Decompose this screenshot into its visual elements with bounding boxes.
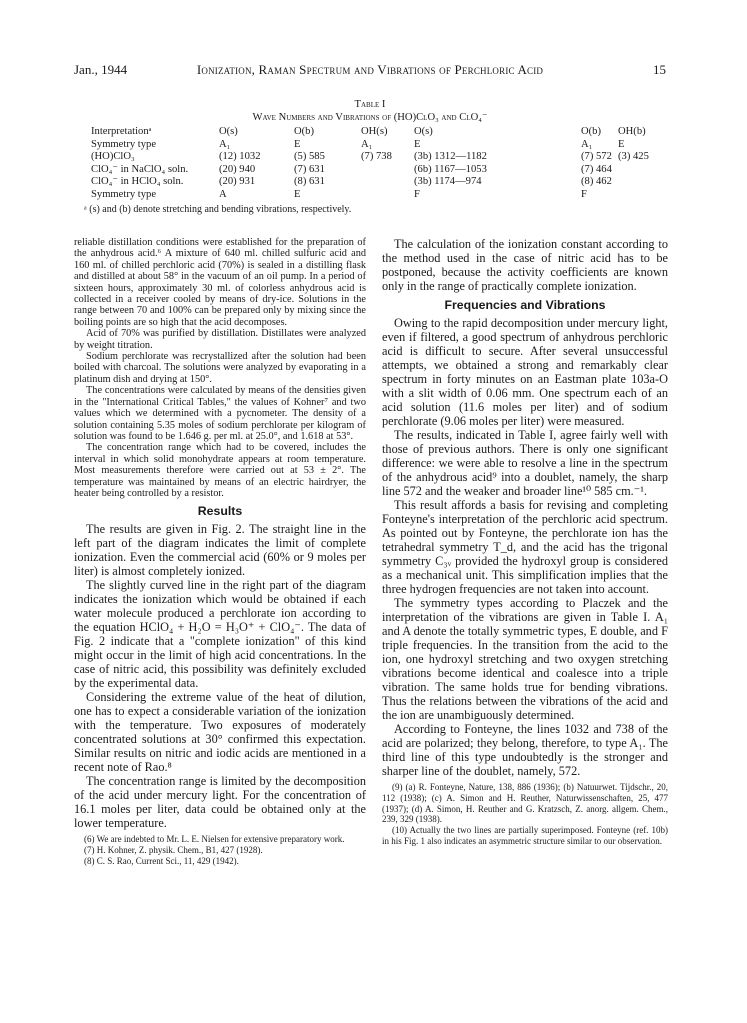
page-number: 15 <box>653 62 666 77</box>
table-cell: F <box>414 188 420 200</box>
table-1 <box>74 98 666 216</box>
row-label: Symmetry type <box>91 138 157 150</box>
table-cell: O(b) <box>581 126 602 137</box>
paragraph: reliable distillation conditions were established for the preparation of the anhydrous acid.⁶ A mixture of 640 ml. chilled sulfuric acid and 160 ml. of chilled perchloric acid (70%) is sealed in a distilling flask and distilled at about 58° in the vacuum of an oil pump. In a period of sixteen hours, approximately 30 ml. of colorless anhydrous acid is collected in a receiver cooled by means of dry-ice. Solutions in the range between 70 and 100% can be prepared only by mixing since the boiling points are so high that the acid decomposes. <box>74 237 366 328</box>
footnote: (10) Actually the two lines are partially superimposed. Fonteyne (ref. 10b) in his Fig. 1 also indicates an asymmetric structure similar to our observation. <box>382 825 668 846</box>
experimental-text <box>74 237 366 499</box>
footnote: (8) C. S. Rao, Current Sci., 11, 429 (1942). <box>84 855 239 866</box>
paragraph: This result affords a basis for revising and completing Fonteyne's interpretation of the perchloric acid spectrum. As pointed out by Fonteyne, the perchlorate ion has the tetrahedral symmetry T_d, and the acid has the trigonal symmetry C₃ᵥ provided the hydroxyl group is considered as a mechanical unit. This simplification implies that the three hydrogen frequencies are not taken into account. <box>382 497 668 596</box>
table-cell: (6b) 1167—1053 <box>414 163 487 175</box>
paragraph: The symmetry types according to Placzek and the interpretation of the vibrations are given in Table I. A₁ and A denote the totally symmetric types, E double, and F triple frequencies. In the transition from the acid to the ion, one hydroxyl stretching and two oxygen stretching vibrations become identical and coalesce into a triple vibration. The same holds true for bending vibrations. Thus the relations between the vibrations of the acid and the ion are unambiguously determined. <box>382 595 668 722</box>
paragraph: Considering the extreme value of the heat of dilution, one has to expect a considerable variation of the ionization with the temperature. Two exposures of moderately concentrated solutions at 30° confirmed this expectation. Similar results on nitric and iodic acids are mentioned in a recent note of Rao.⁸ <box>74 690 366 775</box>
table-cell: O(s) <box>414 126 433 137</box>
table-row <box>74 189 666 202</box>
table-cell: E <box>618 138 625 150</box>
table-cell: E <box>294 138 301 150</box>
table-cell: A <box>219 188 227 200</box>
paragraph: The calculation of the ionization constant according to the method used in the case of nitric acid has to be postponed, because the activity coefficients are known only in the range of practically complete ionization. <box>382 237 668 293</box>
table-cell: (3b) 1312—1182 <box>414 151 487 163</box>
left-column <box>74 237 366 867</box>
frequencies-text <box>382 316 668 778</box>
footnote: (6) We are indebted to Mr. L. E. Nielsen for extensive preparatory work. <box>84 834 345 845</box>
paragraph: The concentration range is limited by the decomposition of the acid under mercury light. For the concentration of 16.1 moles per liter, data could be obtained only at the lower temperature. <box>74 774 366 831</box>
results-text <box>74 522 366 830</box>
table-caption: Wave Numbers and Vibrations of (HO)ClO₃ and ClO₄⁻ <box>252 112 488 123</box>
footnote: (9) (a) R. Fonteyne, Nature, 138, 886 (1936); (b) Natuurwet. Tijdschr., 20, 112 (1938); (c) A. Simon and H. Reuther, Naturwissenschaften, 25, 477 (1937); (d) A. Simon, H. Reuther and G. Kratzsch, Z. anorg. allgem. Chem., 239, 329 (1938). <box>382 781 668 825</box>
table-cell <box>535 164 581 177</box>
table-cell <box>361 176 414 189</box>
table-cell: (7) 738 <box>361 151 392 163</box>
paragraph: The results, indicated in Table I, agree fairly well with those of previous authors. There is only one significant difference: we were able to resolve a line in the spectrum of the anhydrous acid⁹ into a doublet, namely, the sharp line 572 and the weaker and broader line¹⁰ 585 cm.⁻¹. <box>382 427 668 498</box>
footnotes-right <box>382 782 668 847</box>
footnote: (7) H. Kohner, Z. physik. Chem., B1, 427 (1928). <box>84 845 263 856</box>
table-cell: (3b) 1174—974 <box>414 176 482 188</box>
table-cell <box>361 189 414 202</box>
table-cell: (7) 631 <box>294 163 325 175</box>
table-cell <box>618 189 666 202</box>
paragraph: The concentrations were calculated by means of the densities given in the "International Critical Tables," the values of Kohner⁷ and two values which we determined with a pycnometer. The density of a solution containing 5.35 moles of sodium perchlorate per kilogram of solution was found to be 1.646 g. per ml. at 25.0°, and 1.618 at 53°. <box>74 385 366 442</box>
table-cell: A₁ <box>361 138 373 150</box>
table-cell <box>535 126 581 139</box>
table-cell: (12) 1032 <box>219 151 261 163</box>
table-cell <box>535 189 581 202</box>
table-cell <box>535 139 581 152</box>
table-cell: A₁ <box>219 138 231 150</box>
row-label: Symmetry type <box>91 188 157 200</box>
row-label: ClO₄⁻ in NaClO₄ soln. <box>91 163 189 175</box>
table-note: ᵃ (s) and (b) denote stretching and bending vibrations, respectively. <box>84 203 352 215</box>
table-cell: (3) 425 <box>618 151 649 163</box>
row-label: Interpretationᵃ <box>91 126 152 137</box>
table-row <box>74 151 666 164</box>
table-cell: E <box>414 138 421 150</box>
paragraph: According to Fonteyne, the lines 1032 and 738 of the acid are polarized; they belong, therefore, to type A₁. The third line of this type undoubtedly is the stronger and sharper line of the doublet, namely, 572. <box>382 721 668 778</box>
table-cell <box>535 176 581 189</box>
table-cell: (8) 462 <box>581 176 612 188</box>
table-row <box>74 126 666 139</box>
right-text <box>382 237 668 293</box>
table-cell: F <box>581 188 587 200</box>
paragraph: Sodium perchlorate was recrystallized after the solution had been boiled with charcoal. The solutions were analyzed by evaporating in a platinum dish and drying at 150°. <box>74 351 366 385</box>
table-cell: OH(s) <box>361 126 388 137</box>
table-cell <box>361 164 414 177</box>
issue-date: Jan., 1944 <box>74 62 128 77</box>
table-cell: E <box>294 188 301 200</box>
table-label: Table I <box>354 99 386 110</box>
running-title: Ionization, Raman Spectrum and Vibrations of Perchloric Acid <box>196 62 544 77</box>
running-header <box>74 62 666 80</box>
paragraph: Acid of 70% was purified by distillation. Distillates were analyzed by weight titration. <box>74 328 366 351</box>
vibration-table <box>74 126 666 202</box>
row-label: ClO₄⁻ in HClO₄ soln. <box>91 176 184 188</box>
table-cell: (7) 572 <box>581 151 612 163</box>
table-cell: OH(b) <box>618 126 646 137</box>
paragraph: The results are given in Fig. 2. The straight line in the left part of the diagram indicates the limit of complete ionization. Even the commercial acid (60% or 9 moles per liter) is almost completely ionized. <box>74 522 366 579</box>
right-column <box>382 237 668 847</box>
table-cell: (20) 931 <box>219 176 256 188</box>
table-cell: O(s) <box>219 126 238 137</box>
table-cell <box>535 151 581 164</box>
table-cell <box>618 164 666 177</box>
table-cell <box>618 176 666 189</box>
paragraph: Owing to the rapid decomposition under mercury light, even if filtered, a good spectrum of anhydrous perchloric acid is difficult to secure. After several unsuccessful attempts, we obtained a strong and remarkably clear spectrum in forty minutes on an Eastman plate 103a-O with a slit width of 0.06 mm. One spectrum each of an acid solution (11.6 moles per liter) and of sodium perchlorate (9.06 moles per liter) were measured. <box>382 315 668 428</box>
row-label: (HO)ClO₃ <box>91 151 135 163</box>
table-cell: (5) 585 <box>294 151 325 163</box>
paragraph: The concentration range which had to be covered, includes the interval in which solid monohydrate appears at room temperature. Most measurements therefore were carried out at 53 ± 2°. The temperature was maintained by means of an electric hairdryer, the heater being controlled by a resistor. <box>74 442 366 499</box>
table-cell: (20) 940 <box>219 163 256 175</box>
table-cell: (7) 464 <box>581 163 612 175</box>
section-heading-results: Results <box>197 504 243 519</box>
table-row <box>74 139 666 152</box>
table-row <box>74 176 666 189</box>
paragraph: The slightly curved line in the right part of the diagram indicates the ionization which would be obtained if each water molecule produced a perchlorate ion according to the equation HClO₄ + H₂O = H₃O⁺ + ClO₄⁻. The data of Fig. 2 indicate that a "complete ionization" of this kind might occur in the limit of high acid concentrations. In the case of nitric acid, this possibility was definitely excluded by the experimental data. <box>74 578 366 691</box>
section-heading-frequencies: Frequencies and Vibrations <box>444 298 606 312</box>
footnotes-left <box>74 834 366 866</box>
table-row <box>74 164 666 177</box>
table-cell: A₁ <box>581 138 593 150</box>
table-cell: (8) 631 <box>294 176 325 188</box>
table-cell: O(b) <box>294 126 315 137</box>
